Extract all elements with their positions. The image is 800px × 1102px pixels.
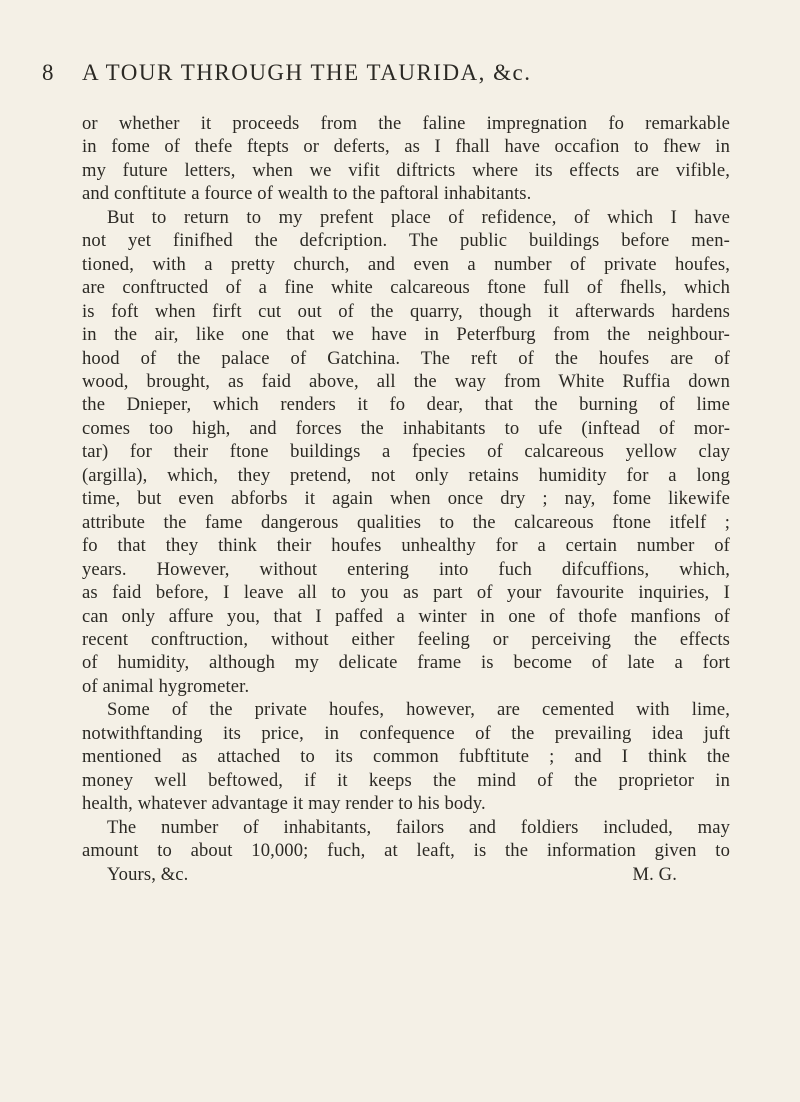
text-line: tioned, with a pretty church, and even a number of private houfes,	[82, 253, 730, 275]
text-line: not yet finifhed the defcription. The public buildings before men-	[82, 230, 730, 252]
text-line: recent conftruction, without either feeling or perceiving the effects	[82, 628, 730, 650]
text-line: money well beftowed, if it keeps the mind of the proprietor in	[82, 769, 730, 791]
text-line: of humidity, although my delicate frame is become of late a fort	[82, 652, 730, 674]
text-line: in the air, like one that we have in Peterfburg from the neighbour-	[82, 324, 730, 346]
closing: Yours, &c.	[107, 863, 189, 885]
text-line: mentioned as attached to its common fubftitute ; and I think the	[82, 746, 730, 768]
text-line: wood, brought, as faid above, all the way from White Ruffia down	[82, 370, 730, 392]
signature-line	[82, 863, 730, 886]
text-line: can only affure you, that I paffed a winter in one of thofe manfions of	[82, 605, 730, 627]
signature-initials: M. G.	[632, 863, 677, 885]
text-line: (argilla), which, they pretend, not only retains humidity for a long	[82, 464, 730, 486]
text-line: attribute the fame dangerous qualities to the calcareous ftone itfelf ;	[82, 511, 730, 533]
text-line: amount to about 10,000; fuch, at leaft, is the information given to	[82, 840, 730, 862]
page-number: 8	[42, 60, 55, 85]
text-line: are conftructed of a fine white calcareous ftone full of fhells, which	[82, 277, 730, 299]
text-line: and conftitute a fource of wealth to the paftoral inhabitants.	[82, 183, 532, 205]
text-line: my future letters, when we vifit diftricts where its effects are vifible,	[82, 159, 730, 181]
text-line: of animal hygrometer.	[82, 675, 250, 697]
text-line: in fome of thefe ftepts or deferts, as I fhall have occafion to fhew in	[82, 136, 730, 158]
text-line: years. However, without entering into fuch difcuffions, which,	[82, 558, 730, 580]
text-line: But to return to my prefent place of refidence, of which I have	[107, 206, 730, 228]
text-line: comes too high, and forces the inhabitants to ufe (inftead of mor-	[82, 417, 730, 439]
text-line: time, but even abforbs it again when once dry ; nay, fome likewife	[82, 488, 730, 510]
text-line: or whether it proceeds from the faline impregnation fo remarkable	[82, 113, 730, 134]
text-line: the Dnieper, which renders it fo dear, that the burning of lime	[82, 394, 730, 416]
body-text	[82, 112, 730, 886]
text-line: The number of inhabitants, failors and foldiers included, may	[107, 816, 730, 838]
text-line: health, whatever advantage it may render to his body.	[82, 793, 486, 815]
text-line: fo that they think their houfes unhealthy for a certain number of	[82, 535, 730, 557]
text-line: notwithftanding its price, in confequence of the prevailing idea juft	[82, 722, 730, 744]
text-line: hood of the palace of Gatchina. The reft of the houfes are of	[82, 347, 730, 369]
text-line: as faid before, I leave all to you as part of your favourite inquiries, I	[82, 582, 730, 604]
text-line: is foft when firft cut out of the quarry, though it afterwards hardens	[82, 300, 730, 322]
page-header	[30, 60, 750, 100]
running-head: A TOUR THROUGH THE TAURIDA, &c.	[82, 60, 532, 85]
text-line: Some of the private houfes, however, are cemented with lime,	[107, 699, 730, 721]
text-line: tar) for their ftone buildings a fpecies of calcareous yellow clay	[82, 441, 730, 463]
